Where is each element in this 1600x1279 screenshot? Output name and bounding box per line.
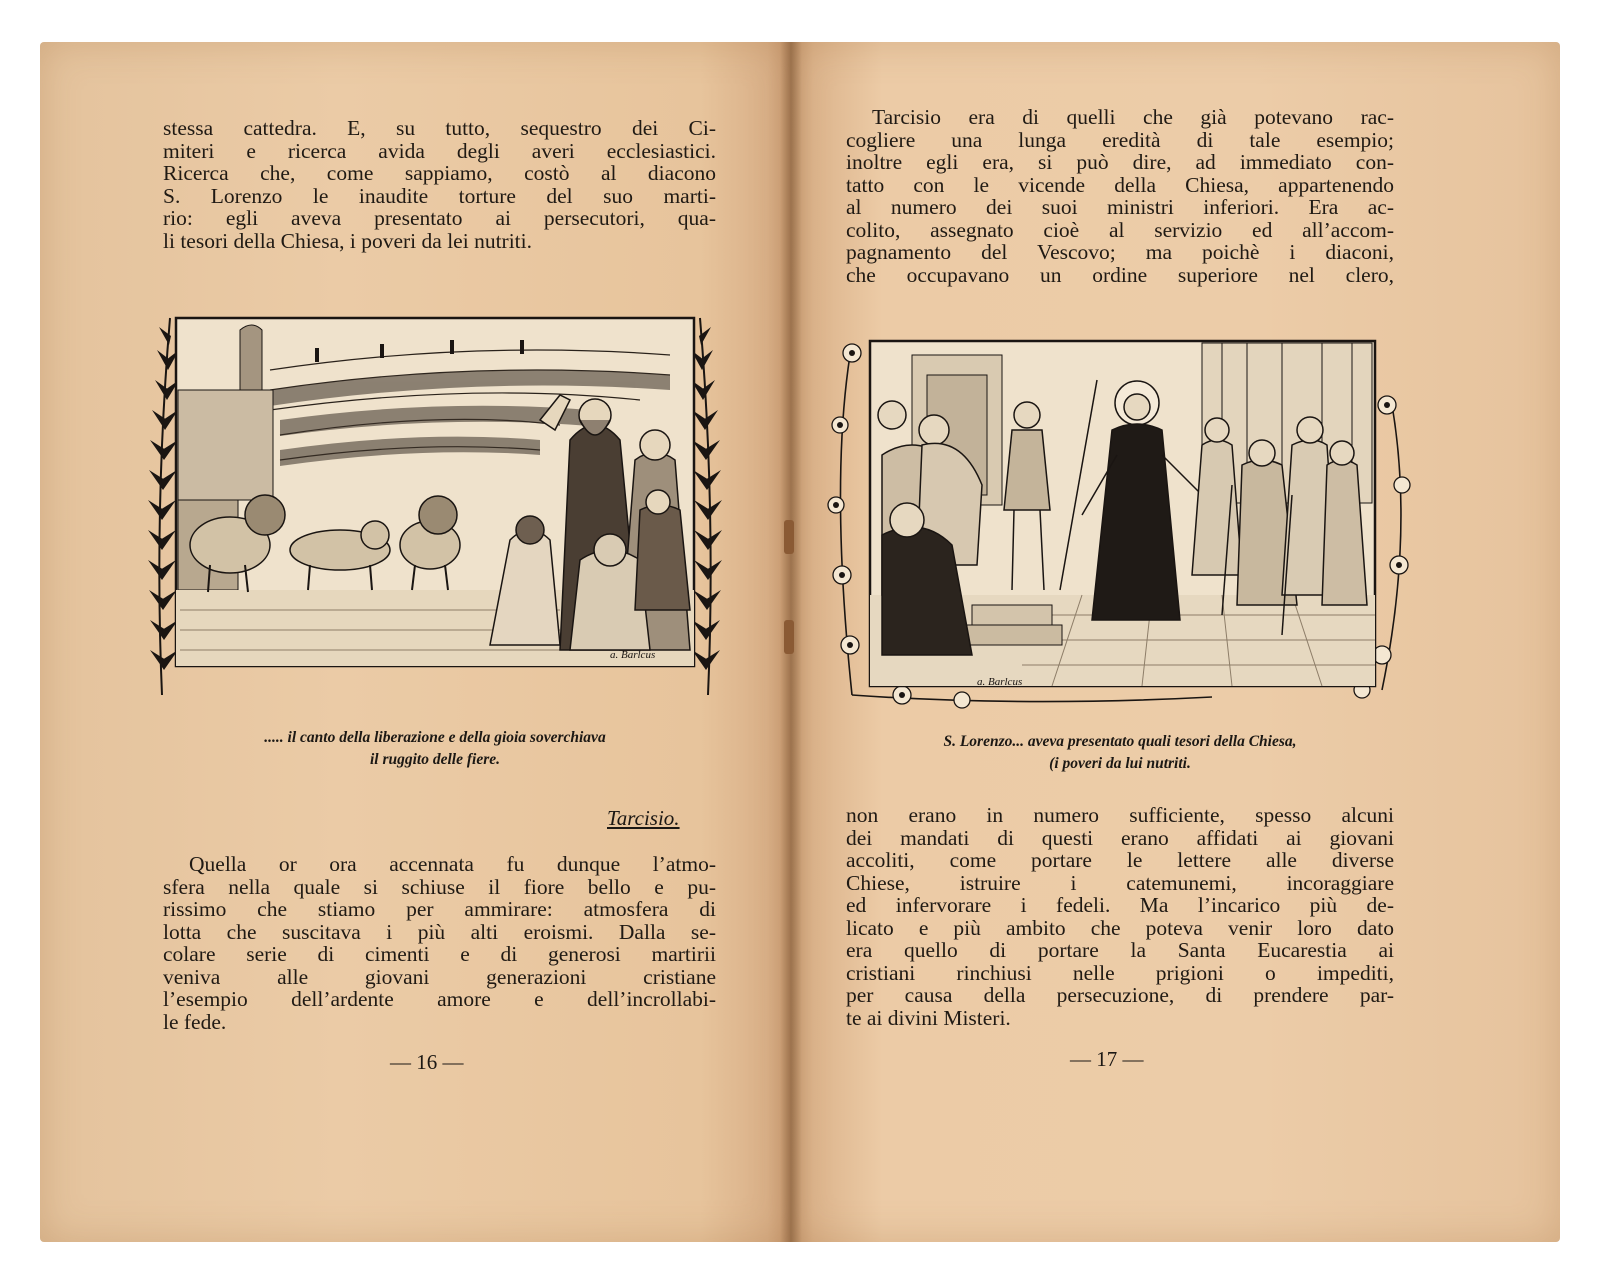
text-line: ed infervorare i fedeli. Ma l’incarico più de- xyxy=(846,893,1394,917)
page-number-left: — 16 — xyxy=(390,1050,464,1074)
right-paragraph-top xyxy=(846,106,1394,286)
text-line: stessa cattedra. E, su tutto, sequestro dei Ci- xyxy=(163,116,716,140)
text-line: te ai divini Misteri. xyxy=(846,1005,1011,1030)
chapter-heading: Tarcisio. xyxy=(607,806,680,830)
left-paragraph-top xyxy=(163,117,716,252)
left-caption xyxy=(150,727,720,771)
right-caption xyxy=(840,731,1400,775)
text-line: era quello di portare la Santa Eucarestia ai xyxy=(846,938,1394,962)
text-line: S. Lorenzo le inaudite torture del suo marti- xyxy=(163,183,716,208)
text-line: Ricerca che, come sappiamo, costò al diacono xyxy=(163,161,716,185)
text-line: Chiese, istruire i catemunemi, incoraggiare xyxy=(846,870,1394,895)
saint-lorenzo-illustration xyxy=(822,335,1417,710)
caption-line: S. Lorenzo... aveva presentato quali tesori della Chiesa, xyxy=(943,733,1297,750)
text-line: lotta che suscitava i più alti eroismi. Dalla se- xyxy=(163,919,716,944)
text-line: sfera nella quale si schiuse il fiore bello e pu- xyxy=(163,874,716,899)
left-paragraph-bottom xyxy=(163,853,716,1033)
caption-line: ..... il canto della liberazione e della gioia soverchiava xyxy=(264,729,606,746)
text-line: miteri e ricerca avida degli averi ecclesiastici. xyxy=(163,138,716,163)
text-line: licato e più ambito che poteva venir loro dato xyxy=(846,915,1394,940)
text-line: inoltre egli era, si può dire, ad immediato con- xyxy=(846,150,1394,174)
text-line: colito, assegnato cioè al servizio ed all’accom- xyxy=(846,217,1394,242)
text-line: al numero dei suoi ministri inferiori. Era ac- xyxy=(846,195,1394,219)
text-line: Tarcisio era di quelli che già potevano rac- xyxy=(872,105,1394,129)
text-line: accoliti, come portare le lettere alle diverse xyxy=(846,848,1394,872)
text-line: rio: egli aveva presentato ai persecutori, qua- xyxy=(163,206,716,230)
colosseum-illustration xyxy=(140,310,730,700)
text-line: Quella or ora accennata fu dunque l’atmo- xyxy=(189,852,716,876)
caption-line: (i poveri da lui nutriti. xyxy=(1049,755,1191,772)
text-line: pagnamento del Vescovo; ma poichè i diaconi, xyxy=(846,240,1394,264)
text-line: cristiani rinchiusi nelle prigioni o impediti, xyxy=(846,960,1394,985)
page-number-right: — 17 — xyxy=(1070,1047,1144,1071)
text-line: tatto con le vicende della Chiesa, appartenendo xyxy=(846,172,1394,197)
text-line: colare serie di cimenti e di generosi martirii xyxy=(163,942,716,966)
right-paragraph-bottom xyxy=(846,804,1394,1029)
text-line: non erano in numero sufficiente, spesso alcuni xyxy=(846,803,1394,827)
text-line: dei mandati di questi erano affidati ai giovani xyxy=(846,825,1394,850)
text-line: l’esempio dell’ardente amore e dell’incrollabi- xyxy=(163,987,716,1011)
illustration-signature: a. Barlcus xyxy=(977,676,1023,688)
binding-stitch xyxy=(784,520,794,554)
text-line: per causa della persecuzione, di prendere par- xyxy=(846,983,1394,1007)
caption-line: il ruggito delle fiere. xyxy=(369,751,500,768)
text-line: le fede. xyxy=(163,1009,227,1034)
text-line: li tesori della Chiesa, i poveri da lei nutriti. xyxy=(163,228,532,253)
text-line: che occupavano un ordine superiore nel clero, xyxy=(846,262,1394,287)
text-line: veniva alle giovani generazioni cristiane xyxy=(163,964,716,989)
illustration-signature: a. Barlcus xyxy=(610,649,656,661)
text-line: rissimo che stiamo per ammirare: atmosfera di xyxy=(163,897,716,921)
binding-stitch xyxy=(784,620,794,654)
text-line: cogliere una lunga eredità di tale esempio; xyxy=(846,127,1394,152)
